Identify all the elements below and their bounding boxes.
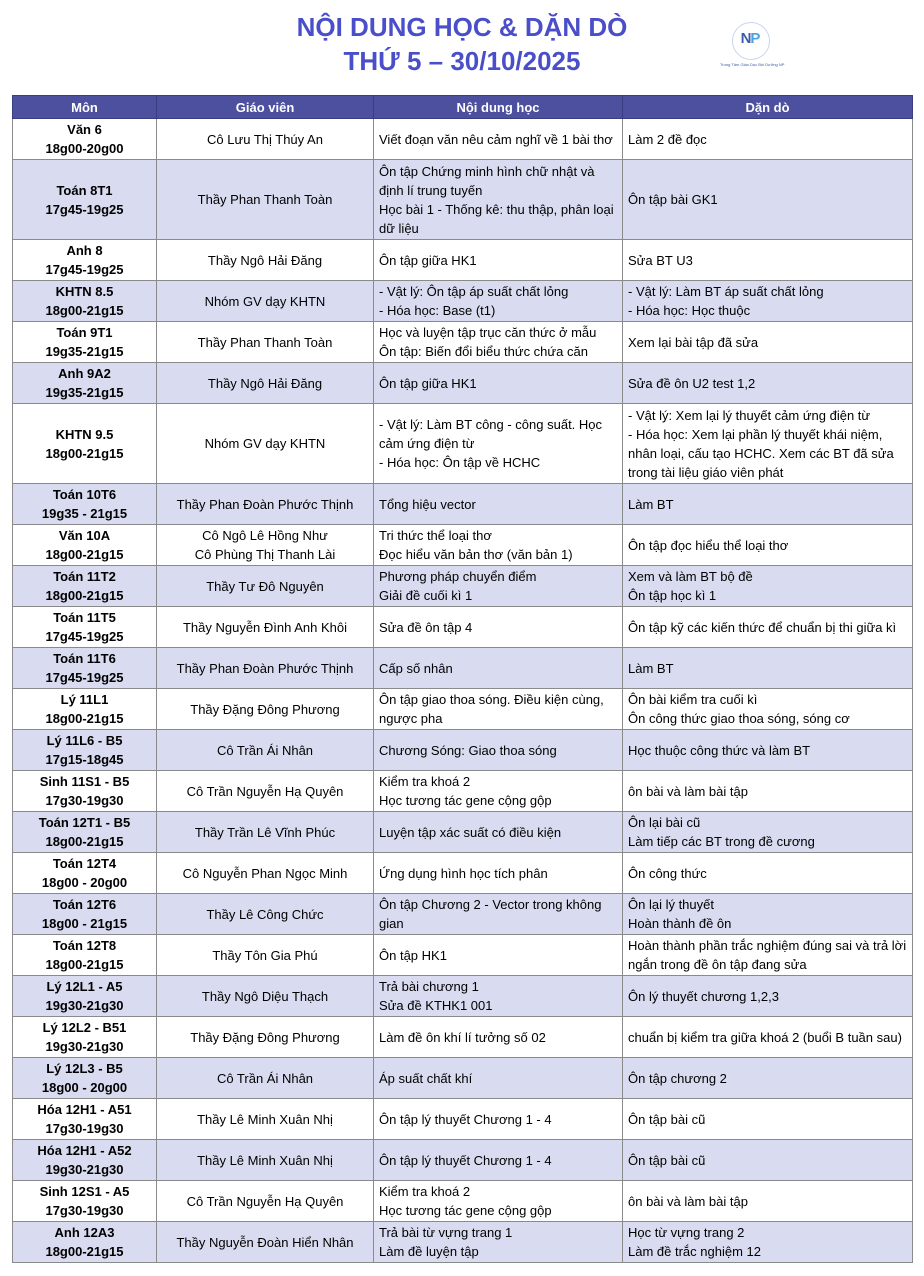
teacher-cell: Thầy Lê Công Chức bbox=[157, 894, 374, 935]
homework-cell: Làm BT bbox=[623, 648, 913, 689]
table-row bbox=[13, 1099, 913, 1140]
homework-cell: Ôn tập chương 2 bbox=[623, 1058, 913, 1099]
table-row bbox=[13, 853, 913, 894]
teacher-cell: Thầy Tư Đô Nguyên bbox=[157, 566, 374, 607]
homework-cell: Làm BT bbox=[623, 484, 913, 525]
content-cell: Chương Sóng: Giao thoa sóng bbox=[374, 730, 623, 771]
table-body bbox=[13, 119, 913, 1263]
subject-cell: Lý 12L3 - B5 18g00 - 20g00 bbox=[13, 1058, 157, 1099]
column-header-subject: Môn bbox=[13, 96, 157, 119]
homework-cell: Sửa đề ôn U2 test 1,2 bbox=[623, 363, 913, 404]
content-cell: Ôn tập giao thoa sóng. Điều kiện cùng, ngược pha bbox=[374, 689, 623, 730]
teacher-cell: Thầy Ngô Hải Đăng bbox=[157, 240, 374, 281]
subject-cell: Toán 12T1 - B5 18g00-21g15 bbox=[13, 812, 157, 853]
table-row bbox=[13, 976, 913, 1017]
homework-cell: Học thuộc công thức và làm BT bbox=[623, 730, 913, 771]
table-row bbox=[13, 160, 913, 240]
table-row bbox=[13, 240, 913, 281]
table-row bbox=[13, 119, 913, 160]
content-cell: Cấp số nhân bbox=[374, 648, 623, 689]
content-cell: Luyện tập xác suất có điều kiện bbox=[374, 812, 623, 853]
teacher-cell: Cô Trần Ái Nhân bbox=[157, 1058, 374, 1099]
table-row bbox=[13, 281, 913, 322]
table-row bbox=[13, 771, 913, 812]
content-cell: - Vật lý: Làm BT công - công suất. Học cảm ứng điện từ - Hóa học: Ôn tập về HCHC bbox=[374, 404, 623, 484]
homework-cell: Xem lại bài tập đã sửa bbox=[623, 322, 913, 363]
content-cell: Sửa đề ôn tập 4 bbox=[374, 607, 623, 648]
teacher-cell: Cô Ngô Lê Hồng Như Cô Phùng Thị Thanh Lài bbox=[157, 525, 374, 566]
subject-cell: Anh 8 17g45-19g25 bbox=[13, 240, 157, 281]
content-cell: Trả bài chương 1 Sửa đề KTHK1 001 bbox=[374, 976, 623, 1017]
subject-cell: Anh 9A2 19g35-21g15 bbox=[13, 363, 157, 404]
content-cell: Ôn tập Chương 2 - Vector trong không gian bbox=[374, 894, 623, 935]
teacher-cell: Thầy Đặng Đông Phương bbox=[157, 1017, 374, 1058]
teacher-cell: Thầy Ngô Hải Đăng bbox=[157, 363, 374, 404]
teacher-cell: Thầy Ngô Diệu Thạch bbox=[157, 976, 374, 1017]
teacher-cell: Cô Trần Nguyễn Hạ Quyên bbox=[157, 771, 374, 812]
content-cell: Ôn tập HK1 bbox=[374, 935, 623, 976]
table-row bbox=[13, 363, 913, 404]
content-cell: Viết đoạn văn nêu cảm nghĩ về 1 bài thơ bbox=[374, 119, 623, 160]
homework-cell: Sửa BT U3 bbox=[623, 240, 913, 281]
teacher-cell: Thầy Nguyễn Đình Anh Khôi bbox=[157, 607, 374, 648]
table-row bbox=[13, 689, 913, 730]
logo-mark: NP bbox=[740, 30, 760, 47]
homework-cell: Ôn lý thuyết chương 1,2,3 bbox=[623, 976, 913, 1017]
table-row bbox=[13, 648, 913, 689]
teacher-cell: Thầy Trần Lê Vĩnh Phúc bbox=[157, 812, 374, 853]
subject-cell: Toán 12T6 18g00 - 21g15 bbox=[13, 894, 157, 935]
homework-cell: Ôn tập kỹ các kiến thức để chuẩn bị thi giữa kì bbox=[623, 607, 913, 648]
column-header-homework: Dặn dò bbox=[623, 96, 913, 119]
subject-cell: Toán 10T6 19g35 - 21g15 bbox=[13, 484, 157, 525]
content-cell: Làm đề ôn khí lí tưởng số 02 bbox=[374, 1017, 623, 1058]
teacher-cell: Cô Lưu Thị Thúy An bbox=[157, 119, 374, 160]
table-row bbox=[13, 1140, 913, 1181]
table-row bbox=[13, 1017, 913, 1058]
homework-cell: Ôn lại bài cũ Làm tiếp các BT trong đề cương bbox=[623, 812, 913, 853]
homework-cell: chuẩn bị kiểm tra giữa khoá 2 (buổi B tuần sau) bbox=[623, 1017, 913, 1058]
table-row bbox=[13, 730, 913, 771]
logo-caption: Trung Tâm Giáo Dục Bồi Dưỡng NP bbox=[720, 62, 785, 67]
content-cell: - Vật lý: Ôn tập áp suất chất lỏng - Hóa học: Base (t1) bbox=[374, 281, 623, 322]
content-cell: Tri thức thể loại thơ Đọc hiểu văn bản thơ (văn bản 1) bbox=[374, 525, 623, 566]
content-cell: Học và luyện tập trục căn thức ở mẫu Ôn tập: Biến đổi biểu thức chứa căn bbox=[374, 322, 623, 363]
schedule-table bbox=[12, 95, 913, 1263]
homework-cell: Làm 2 đề đọc bbox=[623, 119, 913, 160]
subject-cell: KHTN 9.5 18g00-21g15 bbox=[13, 404, 157, 484]
content-cell: Áp suất chất khí bbox=[374, 1058, 623, 1099]
table-row bbox=[13, 404, 913, 484]
subject-cell: Toán 8T1 17g45-19g25 bbox=[13, 160, 157, 240]
content-cell: Ôn tập Chứng minh hình chữ nhật và định lí trung tuyến Học bài 1 - Thống kê: thu thập, phân loại dữ liệu bbox=[374, 160, 623, 240]
table-row bbox=[13, 812, 913, 853]
teacher-cell: Thầy Tôn Gia Phú bbox=[157, 935, 374, 976]
subject-cell: Toán 11T6 17g45-19g25 bbox=[13, 648, 157, 689]
teacher-cell: Thầy Phan Đoàn Phước Thịnh bbox=[157, 648, 374, 689]
table-header-row bbox=[13, 96, 913, 119]
subject-cell: Lý 11L1 18g00-21g15 bbox=[13, 689, 157, 730]
subject-cell: Lý 11L6 - B5 17g15-18g45 bbox=[13, 730, 157, 771]
homework-cell: Ôn lại lý thuyết Hoàn thành đề ôn bbox=[623, 894, 913, 935]
table-row bbox=[13, 935, 913, 976]
teacher-cell: Thầy Lê Minh Xuân Nhị bbox=[157, 1140, 374, 1181]
homework-cell: Học từ vựng trang 2 Làm đề trắc nghiệm 12 bbox=[623, 1222, 913, 1263]
teacher-cell: Nhóm GV dạy KHTN bbox=[157, 404, 374, 484]
homework-cell: Ôn tập đọc hiểu thể loại thơ bbox=[623, 525, 913, 566]
homework-cell: - Vật lý: Xem lại lý thuyết cảm ứng điện từ - Hóa học: Xem lại phần lý thuyết khái niệm, nhân loại, cấu tạo HCHC. Xem các BT đã sửa trong tài liệu giáo viên phát bbox=[623, 404, 913, 484]
homework-cell: Ôn tập bài cũ bbox=[623, 1140, 913, 1181]
content-cell: Ôn tập giữa HK1 bbox=[374, 240, 623, 281]
table-row bbox=[13, 1181, 913, 1222]
column-header-content: Nội dung học bbox=[374, 96, 623, 119]
content-cell: Kiểm tra khoá 2 Học tương tác gene cộng gộp bbox=[374, 771, 623, 812]
subject-cell: Văn 6 18g00-20g00 bbox=[13, 119, 157, 160]
page-date: THỨ 5 – 30/10/2025 bbox=[343, 46, 581, 76]
teacher-cell: Cô Nguyễn Phan Ngọc Minh bbox=[157, 853, 374, 894]
page-header bbox=[0, 0, 924, 92]
subject-cell: Sinh 12S1 - A5 17g30-19g30 bbox=[13, 1181, 157, 1222]
table-row bbox=[13, 566, 913, 607]
subject-cell: Anh 12A3 18g00-21g15 bbox=[13, 1222, 157, 1263]
table-row bbox=[13, 484, 913, 525]
table-row bbox=[13, 1222, 913, 1263]
np-logo bbox=[720, 22, 785, 68]
teacher-cell: Thầy Lê Minh Xuân Nhị bbox=[157, 1099, 374, 1140]
teacher-cell: Cô Trần Ái Nhân bbox=[157, 730, 374, 771]
subject-cell: Hóa 12H1 - A51 17g30-19g30 bbox=[13, 1099, 157, 1140]
homework-cell: Hoàn thành phần trắc nghiệm đúng sai và trả lời ngắn trong đề ôn tập đang sửa bbox=[623, 935, 913, 976]
table-row bbox=[13, 894, 913, 935]
content-cell: Phương pháp chuyển điểm Giải đề cuối kì 1 bbox=[374, 566, 623, 607]
homework-cell: ôn bài và làm bài tập bbox=[623, 771, 913, 812]
subject-cell: KHTN 8.5 18g00-21g15 bbox=[13, 281, 157, 322]
homework-cell: Ôn tập bài GK1 bbox=[623, 160, 913, 240]
teacher-cell: Cô Trần Nguyễn Hạ Quyên bbox=[157, 1181, 374, 1222]
content-cell: Tổng hiệu vector bbox=[374, 484, 623, 525]
homework-cell: ôn bài và làm bài tập bbox=[623, 1181, 913, 1222]
subject-cell: Toán 12T4 18g00 - 20g00 bbox=[13, 853, 157, 894]
subject-cell: Toán 12T8 18g00-21g15 bbox=[13, 935, 157, 976]
subject-cell: Hóa 12H1 - A52 19g30-21g30 bbox=[13, 1140, 157, 1181]
table-row bbox=[13, 1058, 913, 1099]
subject-cell: Lý 12L2 - B51 19g30-21g30 bbox=[13, 1017, 157, 1058]
teacher-cell: Thầy Đặng Đông Phương bbox=[157, 689, 374, 730]
subject-cell: Toán 11T2 18g00-21g15 bbox=[13, 566, 157, 607]
subject-cell: Văn 10A 18g00-21g15 bbox=[13, 525, 157, 566]
content-cell: Ôn tập lý thuyết Chương 1 - 4 bbox=[374, 1099, 623, 1140]
homework-cell: - Vật lý: Làm BT áp suất chất lỏng - Hóa học: Học thuộc bbox=[623, 281, 913, 322]
subject-cell: Toán 9T1 19g35-21g15 bbox=[13, 322, 157, 363]
homework-cell: Ôn công thức bbox=[623, 853, 913, 894]
subject-cell: Toán 11T5 17g45-19g25 bbox=[13, 607, 157, 648]
content-cell: Ôn tập giữa HK1 bbox=[374, 363, 623, 404]
homework-cell: Ôn tập bài cũ bbox=[623, 1099, 913, 1140]
content-cell: Kiểm tra khoá 2 Học tương tác gene cộng gộp bbox=[374, 1181, 623, 1222]
page-title: NỘI DUNG HỌC & DẶN DÒ bbox=[296, 12, 628, 42]
teacher-cell: Thầy Nguyễn Đoàn Hiển Nhân bbox=[157, 1222, 374, 1263]
column-header-teacher: Giáo viên bbox=[157, 96, 374, 119]
homework-cell: Ôn bài kiểm tra cuối kì Ôn công thức giao thoa sóng, sóng cơ bbox=[623, 689, 913, 730]
homework-cell: Xem và làm BT bộ đề Ôn tập học kì 1 bbox=[623, 566, 913, 607]
teacher-cell: Thầy Phan Thanh Toàn bbox=[157, 322, 374, 363]
subject-cell: Sinh 11S1 - B5 17g30-19g30 bbox=[13, 771, 157, 812]
table-row bbox=[13, 525, 913, 566]
content-cell: Ôn tập lý thuyết Chương 1 - 4 bbox=[374, 1140, 623, 1181]
teacher-cell: Thầy Phan Đoàn Phước Thịnh bbox=[157, 484, 374, 525]
subject-cell: Lý 12L1 - A5 19g30-21g30 bbox=[13, 976, 157, 1017]
content-cell: Trả bài từ vựng trang 1 Làm đề luyện tập bbox=[374, 1222, 623, 1263]
table-row bbox=[13, 322, 913, 363]
teacher-cell: Nhóm GV dạy KHTN bbox=[157, 281, 374, 322]
content-cell: Ứng dụng hình học tích phân bbox=[374, 853, 623, 894]
teacher-cell: Thầy Phan Thanh Toàn bbox=[157, 160, 374, 240]
table-row bbox=[13, 607, 913, 648]
